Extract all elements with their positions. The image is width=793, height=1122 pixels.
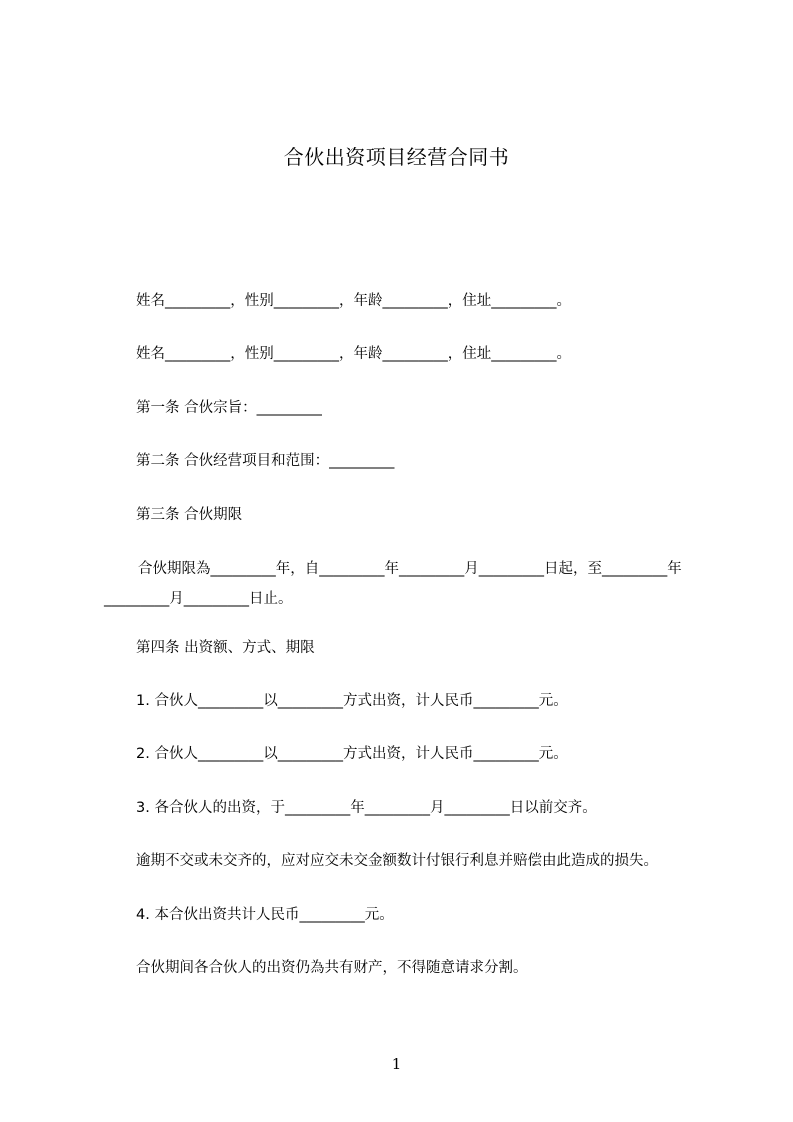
- contribution-item-3: 3. 各合伙人的出资，于_________年_________月_________日以前交齐。: [136, 800, 597, 816]
- contribution-item-2: 2. 合伙人_________以_________方式出资，计人民币_________元。: [136, 746, 568, 762]
- page-number: 1: [391, 1055, 402, 1073]
- party-info-line-2: 姓名_________，性别_________，年龄_________，住址_________。: [136, 346, 571, 362]
- document-title: 合伙出资项目经营合同书: [283, 145, 510, 169]
- article-4-heading: 第四条 出资额、方式、期限: [136, 640, 315, 656]
- article-1-purpose: 第一条 合伙宗旨：_________: [136, 400, 322, 416]
- party-info-line-1: 姓名_________，性别_________，年龄_________，住址_________。: [136, 293, 571, 309]
- article-3-heading: 第三条 合伙期限: [136, 507, 243, 523]
- article-2-scope: 第二条 合伙经营项目和范围：_________: [136, 453, 395, 469]
- contribution-item-1: 1. 合伙人_________以_________方式出资，计人民币_________元。: [136, 693, 568, 709]
- contribution-total: 4. 本合伙出资共计人民币_________元。: [136, 907, 394, 923]
- article-3-term-text: 合伙期限為_________年，自_________年_________月_________日起，至_________年_________月_________日止。: [104, 561, 682, 607]
- common-property-clause: 合伙期间各合伙人的出资仍為共有财产，不得随意请求分割。: [136, 960, 528, 976]
- late-payment-clause: 逾期不交或未交齐的，应对应交未交金额数计付银行利息并赔偿由此造成的损失。: [136, 853, 658, 869]
